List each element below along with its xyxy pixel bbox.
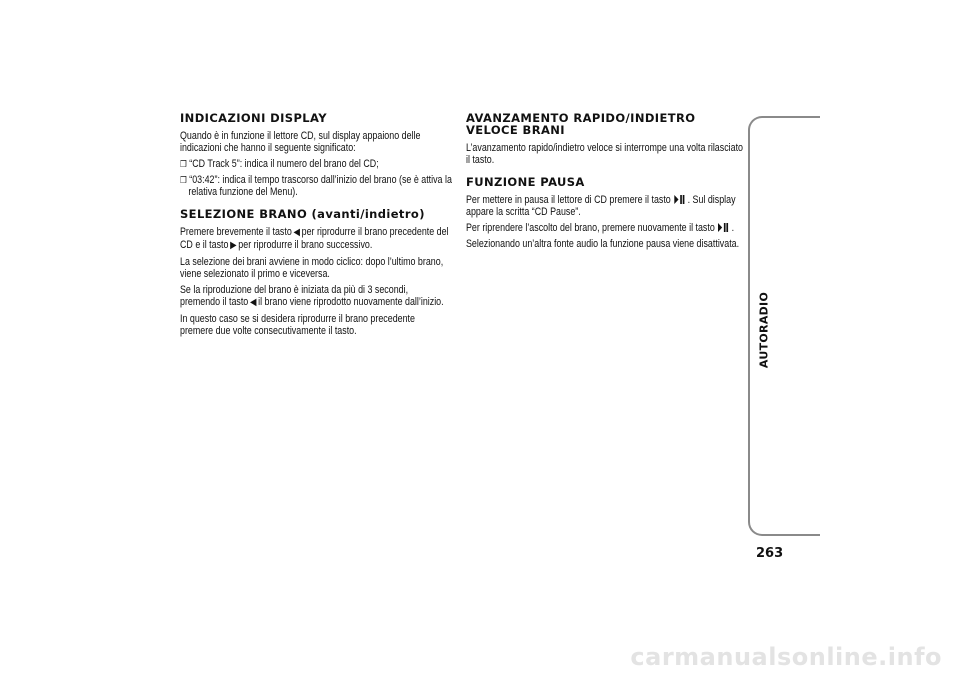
bullet-time [180,174,458,198]
text-part: Per mettere in pausa il lettore di CD premere il tasto [466,194,671,206]
text-part: per riprodurre il brano precedente del CD e il tasto [180,226,449,251]
prev-triangle-icon: ◀ [249,297,257,308]
paragraph-cyclic: La selezione dei brani avviene in modo ciclico: dopo l’ultimo brano, viene selezionato il primo e viceversa. [180,256,444,280]
text-part: per riprodurre il brano successivo. [238,239,373,251]
left-column [180,112,450,341]
text-part: il brano viene riprodotto nuovamente dall’inizio. [258,296,444,308]
paragraph-resume [466,222,746,234]
text-part: . Sul display appare la scritta “CD Pause”. [466,194,736,218]
pause-play-icon [717,222,729,233]
section-tab-text: AUTORADIO [757,291,771,369]
intro-paragraph: Quando è in funzione il lettore CD, sul display appaiono delle indicazioni che hanno il seguente significato: [180,130,421,154]
bullet-cd-track [180,158,458,170]
paragraph-other-source: Selezionando un’altra fonte audio la funzione pausa viene disattivata. [466,238,740,250]
text-part: Se la riproduzione del brano è iniziata da più di 3 secondi, premendo il tasto [180,284,409,308]
watermark: carmanualsonline.info [630,643,942,671]
page-number: 263 [756,546,784,561]
heading-indicazioni-display: INDICAZIONI DISPLAY [180,111,327,125]
bullet-cd-track-text: “CD Track 5”: indica il numero del brano del CD; [189,158,379,170]
paragraph-track-select [180,226,450,252]
paragraph-previous: In questo caso se si desidera riprodurre il brano precedente premere due volte consecutivamente il tasto. [180,313,415,337]
paragraph-restart [180,284,450,309]
text-part: Per riprendere l’ascolto del brano, premere nuovamente il tasto [466,222,715,234]
heading-selezione-brano: SELEZIONE BRANO (avanti/indietro) [180,207,425,221]
bullet-square-icon: ❒ [180,175,187,185]
section-tab-label [757,291,774,369]
pause-play-icon [673,194,685,205]
right-column [466,112,746,254]
paragraph-pause [466,194,746,218]
paragraph-fast-forward: L’avanzamento rapido/indietro veloce si interrompe una volta rilasciato il tasto. [466,142,744,166]
text-part: Premere brevemente il tasto [180,226,292,238]
bullet-square-icon: ❒ [180,159,187,169]
heading-avanzamento: AVANZAMENTO RAPIDO/INDIETRO VELOCE BRANI [466,111,696,137]
text-part: . [731,222,735,234]
bullet-time-text: “03:42”: indica il tempo trascorso dall’inizio del brano (se è attiva la relativa funzione del Menu). [188,174,452,198]
next-triangle-icon: ▶ [230,240,237,251]
prev-triangle-icon: ◀ [293,227,300,238]
heading-funzione-pausa: FUNZIONE PAUSA [466,175,585,189]
